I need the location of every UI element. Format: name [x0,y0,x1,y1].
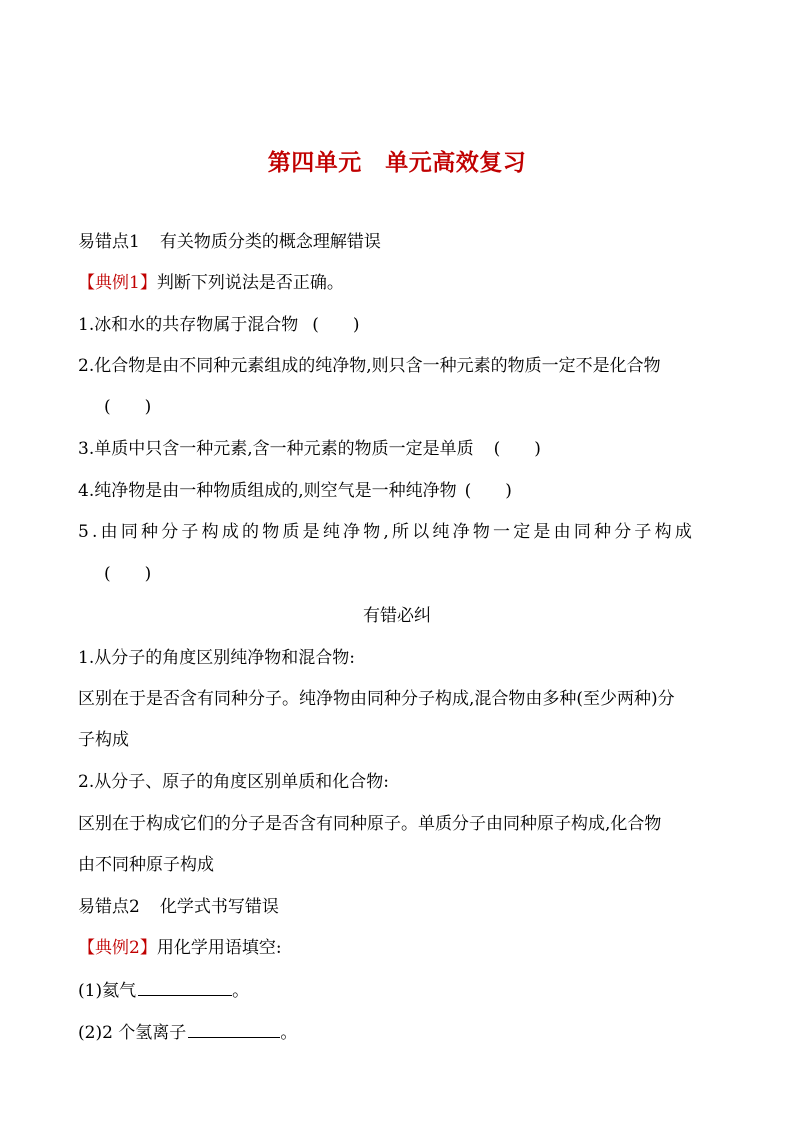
fill-suffix: 。 [280,1023,298,1043]
answer-blank[interactable] [188,1021,280,1038]
explanation-2-line-1: 区别在于构成它们的分子是否含有同种原子。单质分子由同种原子构成,化合物 [78,814,662,834]
answer-blank[interactable] [138,979,232,996]
question-item-2-paren [104,396,744,418]
example-2 [78,937,718,959]
error-point-2 [78,896,718,918]
example-2-tag: 【典例2】 [78,938,157,958]
answer-paren: ( ) [104,564,152,584]
explanation-2-line-2: 由不同种原子构成 [78,855,214,875]
question-item-4 [78,480,718,502]
example-2-text: 用化学用语填空: [156,938,282,958]
error-point-1-label: 易错点1 [78,232,140,252]
explanation-1-line-1: 区别在于是否含有同种分子。纯净物由同种分子构成,混合物由多种(至少两种)分 [78,689,675,709]
fill-prefix: (1)氦气 [78,981,137,1001]
question-item-1 [78,314,718,336]
example-1-text: 判断下列说法是否正确。 [156,273,344,293]
fill-prefix: (2)2 个氢离子 [78,1023,187,1043]
question-item-2 [78,355,718,377]
page-title: 第四单元 单元高效复习 [267,149,527,176]
fill-suffix: 。 [232,981,250,1001]
question-text: 4.纯净物是由一种物质组成的,则空气是一种纯净物 [78,481,457,501]
fill-item-2 [78,1021,718,1044]
question-text: 5.由同种分子构成的物质是纯净物,所以纯净物一定是由同种分子构成 [78,522,696,542]
question-item-5-paren [104,563,744,585]
question-text: 1.冰和水的共存物属于混合物 [78,315,299,335]
answer-paren: ( ) [312,315,360,335]
answer-paren: ( ) [493,439,541,459]
example-1 [78,272,718,294]
explanation-1-title: 1.从分子的角度区别纯净物和混合物: [78,648,355,668]
fill-item-1 [78,979,718,1002]
answer-paren: ( ) [464,481,512,501]
question-item-5 [78,521,718,543]
explanation-2-title: 2.从分子、原子的角度区别单质和化合物: [78,772,389,792]
question-text: 2.化合物是由不同种元素组成的纯净物,则只含一种元素的物质一定不是化合物 [78,356,661,376]
error-point-2-label: 易错点2 [78,897,140,917]
example-1-tag: 【典例1】 [78,273,157,293]
explanation-1-line-2: 子构成 [78,730,129,750]
question-text: 3.单质中只含一种元素,含一种元素的物质一定是单质 [78,439,474,459]
error-point-1-text: 有关物质分类的概念理解错误 [159,232,381,252]
question-item-3 [78,438,718,460]
section-heading: 有错必纠 [363,606,431,626]
answer-paren: ( ) [104,397,152,417]
error-point-2-text: 化学式书写错误 [159,897,279,917]
error-point-1 [78,231,718,253]
